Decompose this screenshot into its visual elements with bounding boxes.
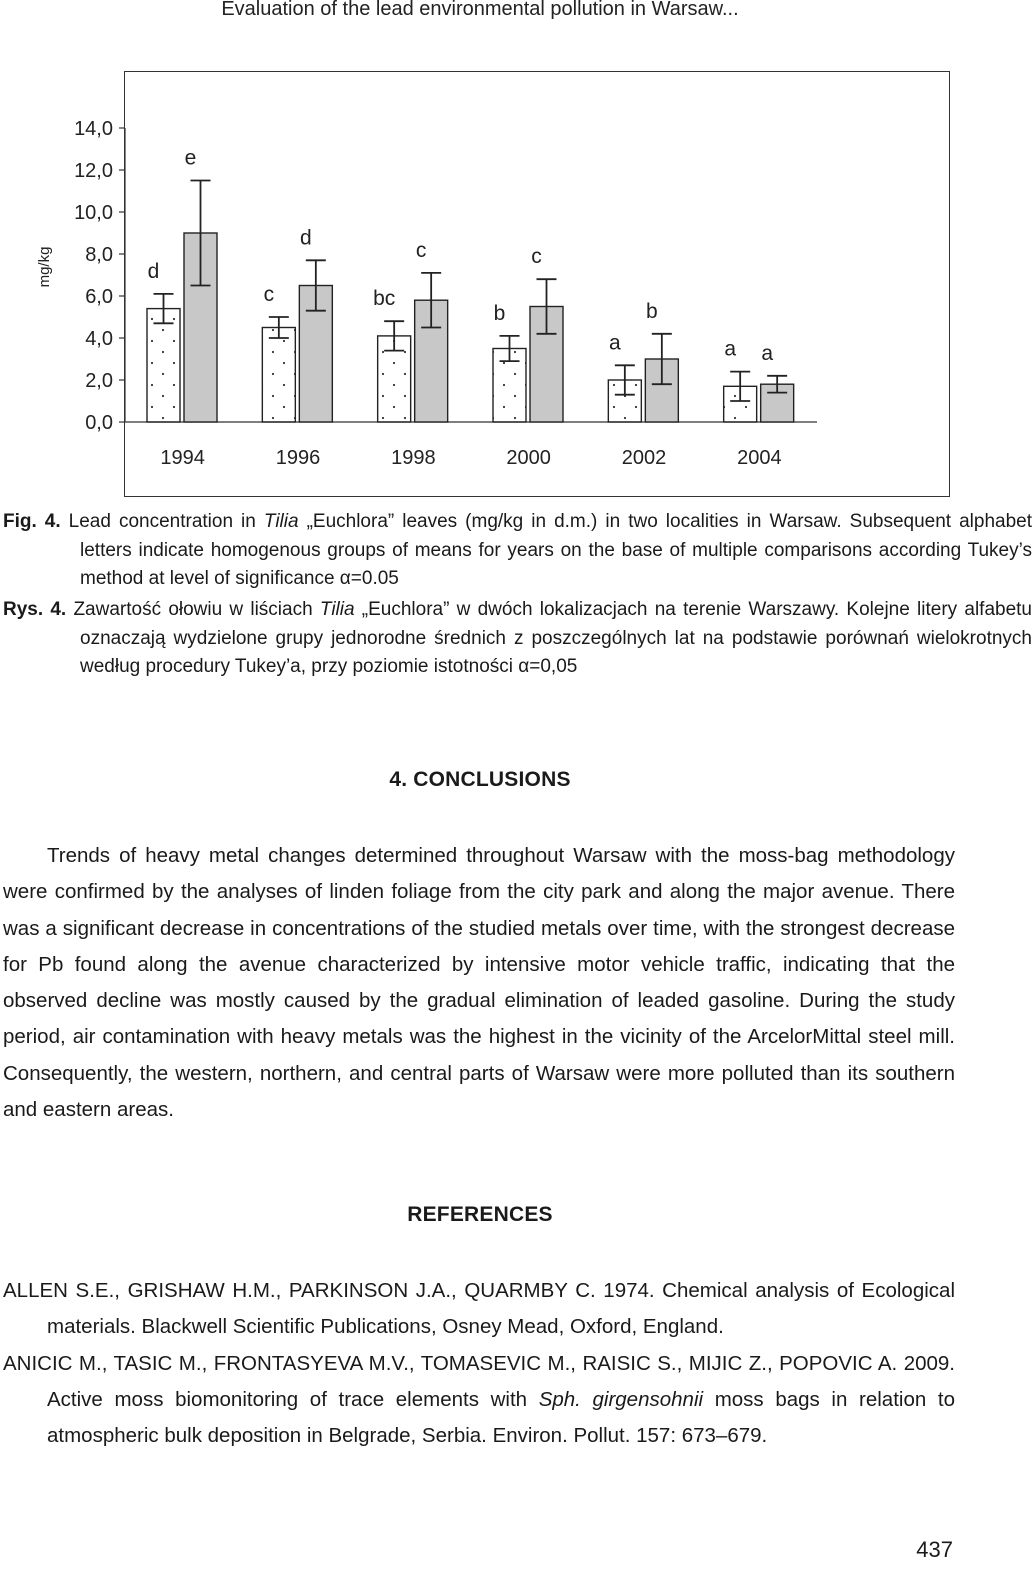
figure-4-chart <box>36 71 950 497</box>
group-letter: a <box>608 331 621 355</box>
group-letter: d <box>147 259 160 283</box>
caption-species: Tilia <box>263 511 299 532</box>
group-letter: e <box>184 146 197 170</box>
y-tick-label: 10,0 <box>74 202 113 224</box>
conclusions-paragraph: Trends of heavy metal changes determined throughout Warsaw with the moss-bag methodology were confirmed by the analyses of linden foliage from the city park and along the major avenue. There was a significant decrease in concentrations of the studied metals over time, with the strongest decrease for Pb found along the avenue characterized by intensive motor vehicle traffic, indicating that the observed decline was mostly caused by the gradual elimination of leaded gasoline. During the study period, air contamination with heavy metals was the highest in the vicinity of the ArcelorMittal steel mill. Consequently, the western, northern, and central parts of Warsaw were more polluted than its southern and eastern areas. <box>3 844 955 1122</box>
bar-site-a <box>262 328 295 423</box>
section-title-references: REFERENCES <box>407 1203 553 1226</box>
group-letter: d <box>299 226 312 250</box>
x-tick-label: 2002 <box>621 447 667 469</box>
reference-list <box>3 1273 955 1454</box>
y-tick-label: 6,0 <box>85 286 113 308</box>
group-letter: bc <box>373 287 396 311</box>
group-letter: c <box>415 238 427 262</box>
group-letter: c <box>263 283 275 306</box>
caption-text: Zawartość ołowiu w liściach <box>73 599 320 620</box>
x-tick-label: 2004 <box>737 447 782 469</box>
page-number: 437 <box>916 1537 953 1562</box>
x-tick-label: 1996 <box>275 447 321 469</box>
bar-chart <box>36 72 951 498</box>
reference-text: ANICIC M., TASIC M., FRONTASYEVA M.V., TOMASEVIC M., RAISIC S., MIJIC Z., POPOVIC A. 2009. Active moss biomonitoring of trace elements with <box>3 1351 955 1411</box>
y-tick-label: 4,0 <box>85 328 113 350</box>
y-tick-label: 2,0 <box>85 370 113 392</box>
running-head: Evaluation of the lead environmental pollution in Warsaw... <box>221 0 739 20</box>
y-axis-label: mg/kg <box>36 246 53 288</box>
group-letter: a <box>724 337 737 361</box>
caption-text: „Euchlora” leaves (mg/kg in d.m.) in two localities in Warsaw. <box>298 511 842 532</box>
figure-caption-pl <box>3 596 1032 682</box>
y-tick-label: 8,0 <box>85 244 113 266</box>
group-letter: a <box>761 341 774 365</box>
group-letter: b <box>645 299 658 323</box>
y-tick-label: 14,0 <box>74 118 113 140</box>
reference-text: moss bags in relation to atmospheric bulk deposition in Belgrade, Serbia. Environ. Pollut. 157: 673–679. <box>47 1387 955 1448</box>
reference-italic: Sph. girgensohnii <box>538 1387 704 1411</box>
y-tick-label: 0,0 <box>85 412 113 434</box>
figure-caption-en <box>3 508 1032 594</box>
bar-site-a <box>147 309 180 422</box>
x-tick-label: 1994 <box>160 447 205 469</box>
group-letter: b <box>493 301 506 325</box>
reference-item <box>3 1346 955 1455</box>
x-tick-label: 2000 <box>506 447 551 469</box>
caption-label: Fig. 4. <box>3 511 61 532</box>
caption-text: Lead concentration in <box>68 511 264 532</box>
section-title-conclusions: 4. CONCLUSIONS <box>389 768 571 791</box>
caption-text: Subsequent alphabet letters indicate homogenous groups of means for years on the base of multiple comparisons according Tukey’s method at level of significance α=0.05 <box>80 511 1032 589</box>
caption-text: „Euchlora” w dwóch lokalizacjach na terenie Warszawy. Kolejne litery alfabetu oznaczają wydzielone grupy jednorodne średnich z poszczególnych lat na podstawie porównań wielokrotnych według procedury Tukey’a, przy poziomie istotności α=0,05 <box>80 599 1032 677</box>
y-tick-label: 12,0 <box>74 160 113 182</box>
caption-label: Rys. 4. <box>3 599 67 620</box>
x-tick-label: 1998 <box>391 447 436 469</box>
reference-item: ALLEN S.E., GRISHAW H.M., PARKINSON J.A., QUARMBY C. 1974. Chemical analysis of Ecological materials. Blackwell Scientific Publications, Osney Mead, Oxford, England. <box>3 1279 955 1339</box>
group-letter: c <box>531 245 542 269</box>
caption-species: Tilia <box>319 599 355 620</box>
